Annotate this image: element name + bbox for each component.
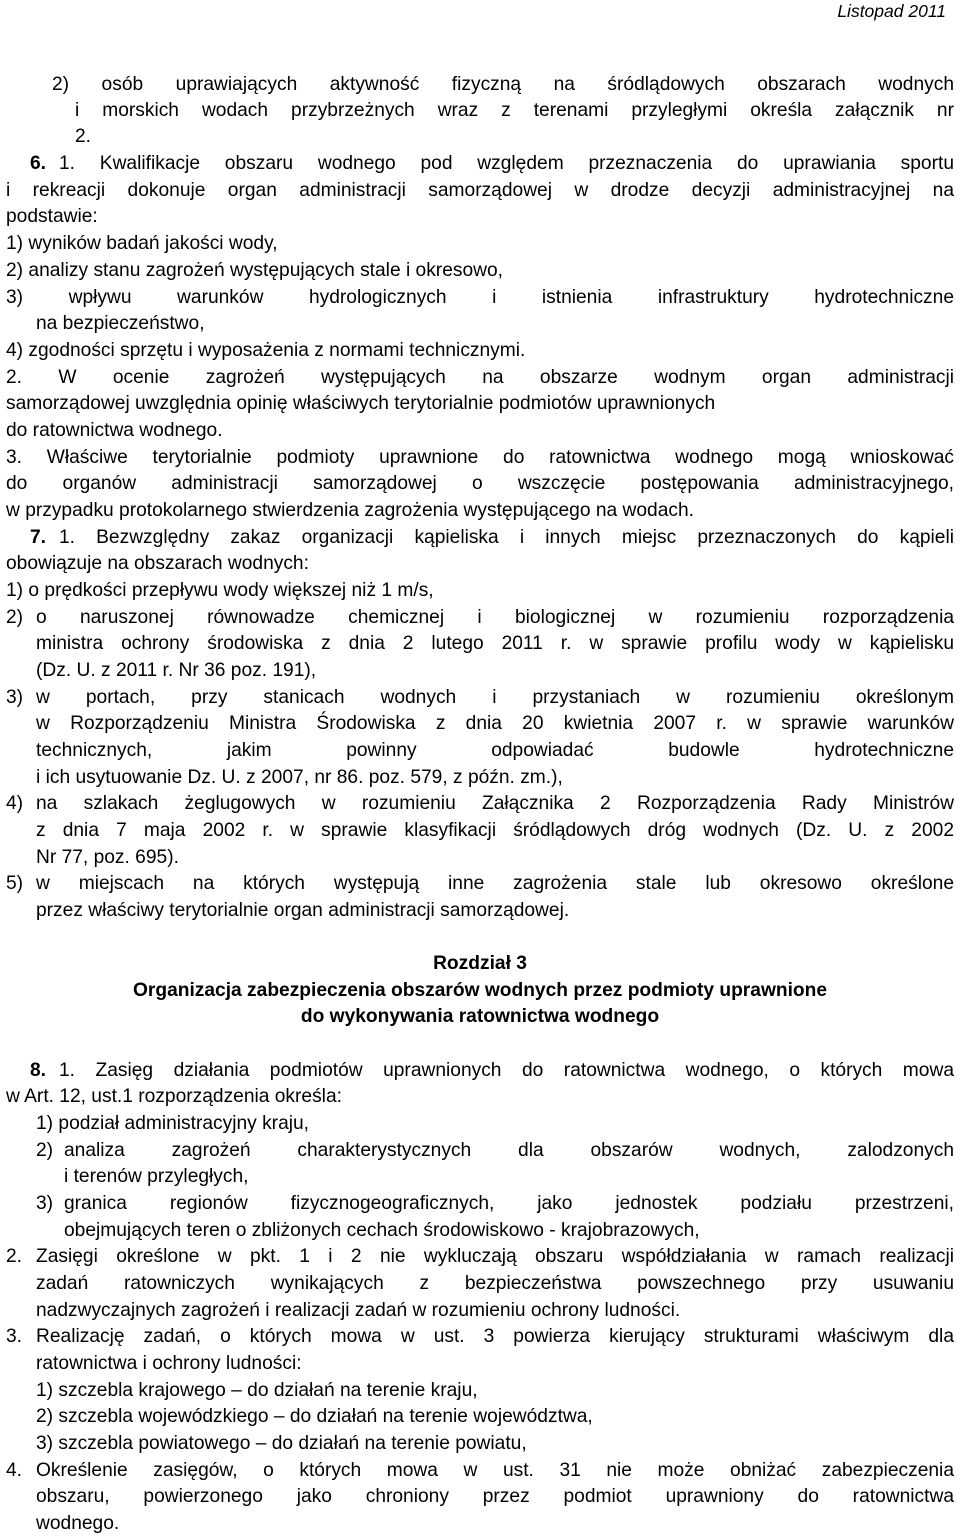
text-line: technicznych, jakim powinny odpowiadać budowle hydrotechniczne — [36, 740, 954, 761]
text-line: z dnia 7 maja 2002 r. w sprawie klasyfikacji śródlądowych dróg wodnych (Dz. U. z 2002 — [36, 820, 954, 841]
text-line: (Dz. U. z 2011 r. Nr 36 poz. 191), — [36, 660, 317, 681]
text-line: w przypadku protokolarnego stwierdzenia zagrożenia występującego na wodach. — [6, 500, 694, 521]
list-number: 2. — [6, 1246, 23, 1267]
list-number: 4) — [6, 793, 24, 814]
chapter-title: do wykonywania ratownictwa wodnego — [300, 1006, 660, 1027]
list-item: w miejscach na których występują inne zagrożenia stale lub okresowo określone — [36, 873, 954, 894]
list-item: 2) szczebla wojewódzkiego – do działań na terenie województwa, — [36, 1406, 593, 1427]
list-item: Określenie zasięgów, o których mowa w ust. 31 nie może obniżać zabezpieczenia — [36, 1460, 954, 1481]
text-line: ministra ochrony środowiska z dnia 2 lutego 2011 r. w sprawie profilu wody w kąpielisku — [36, 633, 954, 654]
section-number: 6. — [30, 153, 47, 174]
text-line: 2. — [75, 126, 92, 147]
list-item: analiza zagrożeń charakterystycznych dla obszarów wodnych, zalodzonych — [64, 1140, 954, 1161]
text-line: i rekreacji dokonuje organ administracji samorządowej w drodze decyzji administracyjnej na — [6, 180, 954, 201]
text-line: Nr 77, poz. 695). — [36, 847, 179, 868]
text-line: do ratownictwa wodnego. — [6, 420, 223, 441]
list-item: 3) szczebla powiatowego – do działań na terenie powiatu, — [36, 1433, 527, 1454]
list-item: w portach, przy stanicach wodnych i przystaniach w rozumieniu określonym — [36, 687, 954, 708]
text-line: i ich usytuowanie Dz. U. z 2007, nr 86. poz. 579, z późn. zm.), — [36, 767, 563, 788]
text-line: 1. Zasięg działania podmiotów uprawnionych do ratownictwa wodnego, o których mowa — [59, 1060, 954, 1081]
text-line: w Rozporządzeniu Ministra Środowiska z dnia 20 kwietnia 2007 r. w sprawie warunków — [36, 713, 954, 734]
list-number: 4. — [6, 1460, 23, 1481]
text-line: do organów administracji samorządowej o wszczęcie postępowania administracyjnego, — [6, 473, 954, 494]
text-line: obejmujących teren o zbliżonych cechach środowiskowo - krajobrazowych, — [64, 1220, 700, 1241]
text-line: 1. Kwalifikacje obszaru wodnego pod względem przeznaczenia do uprawiania sportu — [59, 153, 954, 174]
text-line: w Art. 12, ust.1 rozporządzenia określa: — [6, 1086, 342, 1107]
list-item: 1) szczebla krajowego – do działań na terenie kraju, — [36, 1380, 478, 1401]
text-line: 3. Właściwe terytorialnie podmioty uprawnione do ratownictwa wodnego mogą wnioskować — [6, 447, 954, 468]
running-header-date: Listopad 2011 — [837, 1, 946, 21]
text-line: 1. Bezwzględny zakaz organizacji kąpieliska i innych miejsc przeznaczonych do kąpieli — [59, 527, 954, 548]
list-item: 4) zgodności sprzętu i wyposażenia z normami technicznymi. — [6, 340, 526, 361]
text-line: 2. W ocenie zagrożeń występujących na obszarze wodnym organ administracji — [6, 367, 954, 388]
text-line: i morskich wodach przybrzeżnych wraz z terenami przyległymi określa załącznik nr — [75, 100, 954, 121]
list-item: na szlakach żeglugowych w rozumieniu Załącznika 2 Rozporządzenia Rady Ministrów — [36, 793, 954, 814]
list-item: 1) o prędkości przepływu wody większej niż 1 m/s, — [6, 580, 434, 601]
list-number: 3) — [36, 1193, 54, 1214]
section-number: 8. — [30, 1060, 47, 1081]
text-line: ratownictwa i ochrony ludności: — [36, 1353, 302, 1374]
list-number: 2) — [36, 1140, 54, 1161]
section-number: 7. — [30, 527, 47, 548]
text-line: obszaru, powierzonego jako chroniony przez podmiot uprawniony do ratownictwa — [36, 1486, 954, 1507]
text-line: 2) osób uprawiających aktywność fizyczną na śródlądowych obszarach wodnych — [52, 74, 954, 95]
list-number: 3. — [6, 1326, 23, 1347]
text-line: wodnego. — [36, 1513, 120, 1534]
text-line: obowiązuje na obszarach wodnych: — [6, 553, 309, 574]
list-item: 1) wyników badań jakości wody, — [6, 233, 278, 254]
list-number: 3) — [6, 687, 24, 708]
text-line: zadań ratowniczych wynikających z bezpieczeństwa powszechnego przy usuwaniu — [36, 1273, 954, 1294]
list-item: 3) wpływu warunków hydrologicznych i istnienia infrastruktury hydrotechniczne — [6, 287, 954, 308]
list-item: 2) analizy stanu zagrożeń występujących stale i okresowo, — [6, 260, 503, 281]
list-number: 2) — [6, 607, 24, 628]
list-item: granica regionów fizycznogeograficznych, jako jednostek podziału przestrzeni, — [64, 1193, 954, 1214]
list-item: o naruszonej równowadze chemicznej i biologicznej w rozumieniu rozporządzenia — [36, 607, 954, 628]
list-item: Realizację zadań, o których mowa w ust. 3 powierza kierujący strukturami właściwym dla — [36, 1326, 954, 1347]
text-line: samorządowej uwzględnia opinię właściwych terytorialnie podmiotów uprawnionych — [6, 393, 716, 414]
list-number: 5) — [6, 873, 24, 894]
text-line: na bezpieczeństwo, — [36, 313, 205, 334]
list-item: Zasięgi określone w pkt. 1 i 2 nie wykluczają obszaru współdziałania w ramach realizacji — [36, 1246, 954, 1267]
text-line: nadzwyczajnych zagrożeń i realizacji zadań w rozumieniu ochrony ludności. — [36, 1300, 681, 1321]
text-line: podstawie: — [6, 206, 98, 227]
chapter-title: Organizacja zabezpieczenia obszarów wodnych przez podmioty uprawnione — [132, 980, 828, 1001]
list-item: 1) podział administracyjny kraju, — [36, 1113, 310, 1134]
text-line: i terenów przyległych, — [64, 1166, 249, 1187]
chapter-number: Rozdział 3 — [433, 953, 527, 974]
text-line: przez właściwy terytorialnie organ administracji samorządowej. — [36, 900, 570, 921]
